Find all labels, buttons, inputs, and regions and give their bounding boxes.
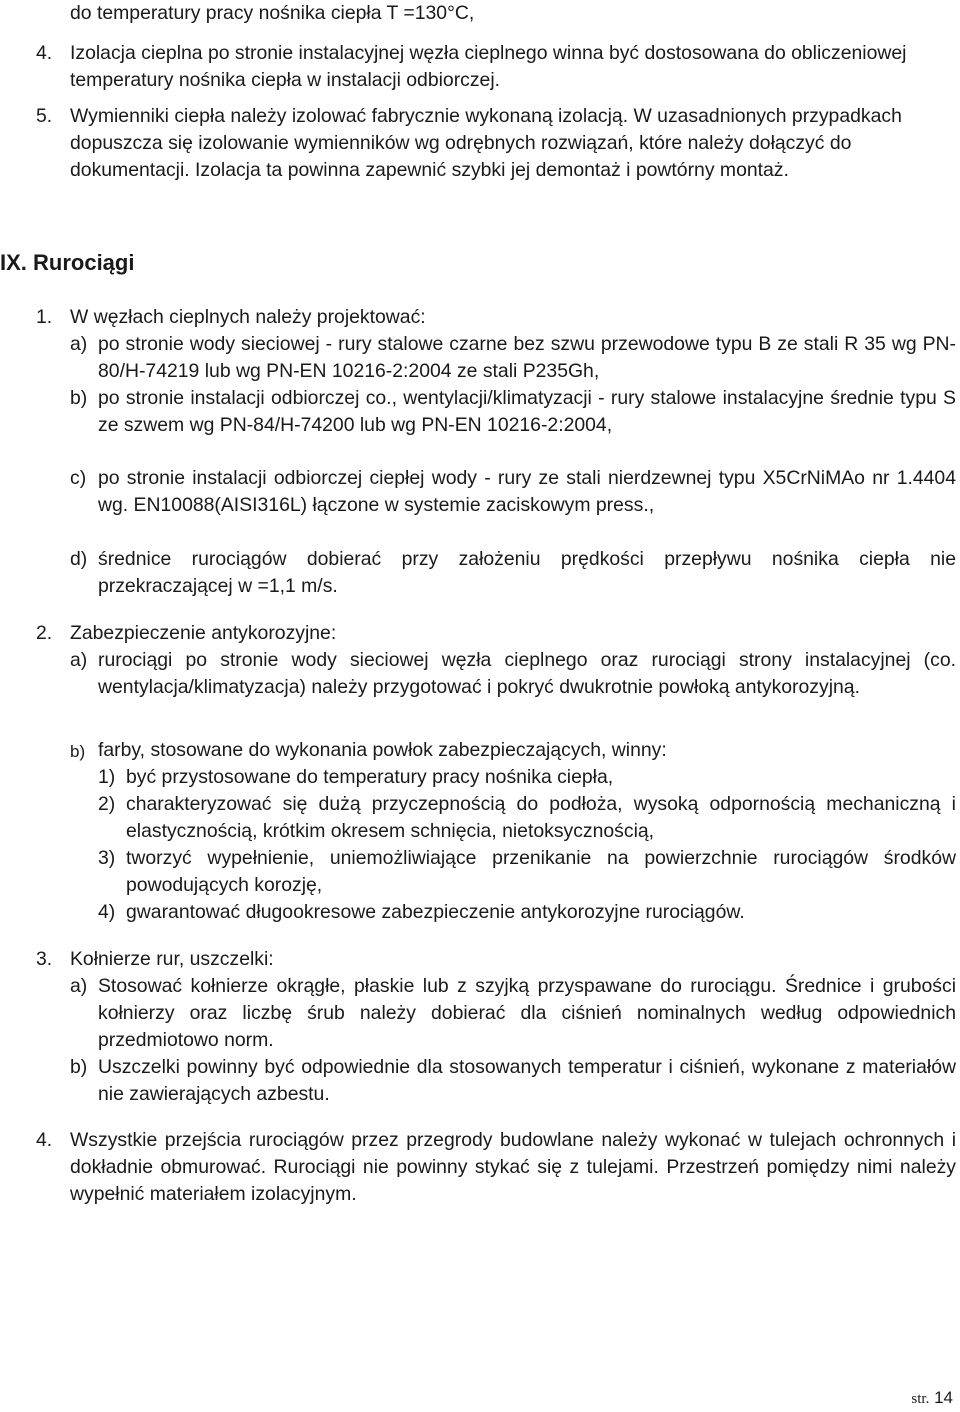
sub-label: a) (70, 333, 88, 355)
list-item-text: charakteryzować się dużą przyczepnością do podłoża, wysoką odpornością mechaniczną i elastycznością, krótkim okresem schnięcia, nietoksycznością, (126, 793, 956, 842)
item-number: 1. (36, 306, 53, 328)
sub-item-text: Stosować kołnierze okrągłe, płaskie lub z szyjką przyspawane do rurociągu. Średnice i grubości kołnierzy oraz liczbę śrub należy dobierać dla ciśnień nominalnych według odpowiednich przedmiotowo norm. (98, 975, 956, 1051)
section-heading: IX. Rurociągi (0, 250, 135, 275)
sub-label: c) (70, 467, 87, 489)
sub-item-text: po stronie instalacji odbiorczej ciepłej wody - rury ze stali nierdzewnej typu X5CrNiMAo nr 1.4404 wg. EN10088(AISI316L) łączone w systemie zaciskowym press., (98, 467, 956, 516)
sub-label: b) (70, 1056, 88, 1078)
item-number: 5. (36, 105, 53, 127)
continued-line: do temperatury pracy nośnika ciepła T =130°C, (70, 2, 475, 24)
sub-label: b) (70, 742, 86, 761)
paragraph: Wymienniki ciepła należy izolować fabrycznie wykonaną izolacją. W uzasadnionych przypadkach dopuszcza się izolowanie wymienników wg odrębnych rozwiązań, które należy dołączyć do dokumentacji. Izolacja ta powinna zapewnić szybki jej demontaż i powtórny montaż. (70, 105, 902, 181)
sub-item-text: po stronie wody sieciowej - rury stalowe czarne bez szwu przewodowe typu B ze stali R 35 wg PN-80/H-74219 lub wg PN-EN 10216-2:2004 ze stali P235Gh, (98, 333, 956, 382)
item-intro: Zabezpieczenie antykorozyjne: (70, 622, 337, 644)
paragraph: Izolacja cieplna po stronie instalacyjnej węzła cieplnego winna być dostosowana do obliczeniowej temperatury nośnika ciepła w instalacji odbiorczej. (70, 42, 907, 91)
sub-label: d) (70, 548, 88, 570)
list-item-text: być przystosowane do temperatury pracy nośnika ciepła, (126, 766, 614, 788)
sub-item-text: po stronie instalacji odbiorczej co., wentylacji/klimatyzacji - rury stalowe instalacyjne średnie typu S ze szwem wg PN-84/H-74200 lub wg PN-EN 10216-2:2004, (98, 387, 956, 436)
paragraph: Wszystkie przejścia rurociągów przez przegrody budowlane należy wykonać w tulejach ochronnych i dokładnie obmurować. Rurociągi nie powinny stykać się z tulejami. Przestrzeń pomiędzy nimi należy wypełnić materiałem izolacyjnym. (70, 1129, 956, 1205)
sub-item-text: Uszczelki powinny być odpowiednie dla stosowanych temperatur i ciśnień, wykonane z materiałów nie zawierających azbestu. (98, 1056, 956, 1105)
sub-label: a) (70, 649, 88, 671)
item-intro: Kołnierze rur, uszczelki: (70, 948, 274, 970)
list-label: 4) (98, 901, 116, 923)
list-item-text: tworzyć wypełnienie, uniemożliwiające przenikanie na powierzchnie rurociągów środków powodujących korozję, (126, 847, 956, 896)
page-label: str. (911, 1391, 930, 1407)
sub-item-text: farby, stosowane do wykonania powłok zabezpieczających, winny: (98, 739, 667, 761)
item-number: 4. (36, 1129, 53, 1151)
list-label: 1) (98, 766, 116, 788)
sub-item-text: średnice rurociągów dobierać przy założeniu prędkości przepływu nośnika ciepła nie przekraczającej w =1,1 m/s. (98, 548, 956, 597)
page-footer (911, 1388, 953, 1409)
list-item-text: gwarantować długookresowe zabezpieczenie antykorozyjne rurociągów. (126, 901, 745, 923)
sub-label: b) (70, 387, 88, 409)
item-number: 4. (36, 42, 53, 64)
sub-item-text: rurociągi po stronie wody sieciowej węzła cieplnego oraz rurociągi strony instalacyjnej (co. wentylacja/klimatyzacja) należy przygotować i pokryć dwukrotnie powłoką antykorozyjną. (98, 649, 956, 698)
sub-label: a) (70, 975, 88, 997)
page-number: 14 (934, 1388, 953, 1407)
list-label: 2) (98, 793, 116, 815)
list-label: 3) (98, 847, 116, 869)
item-number: 3. (36, 948, 53, 970)
item-number: 2. (36, 622, 53, 644)
item-intro: W węzłach cieplnych należy projektować: (70, 306, 426, 328)
